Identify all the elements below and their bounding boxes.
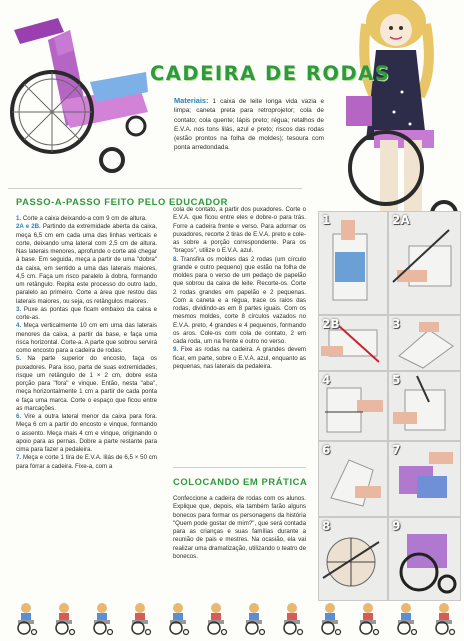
step-photo-8: [318, 517, 388, 601]
step-photo-4: [318, 371, 388, 441]
practice-divider: [173, 467, 306, 468]
steps-left-column: [16, 215, 157, 471]
step-photo-5: [388, 371, 461, 441]
wheelchair-kid-icon: [126, 602, 152, 636]
step-photo-1: [318, 211, 388, 315]
step-paragraph: [16, 223, 157, 306]
step-text: cola de contato, a partir dos puxadores. Corte o E.V.A. que ficou entre eles e dobre-o para trás. Forre a cadeira frente e verso. Para adornar os puxadores, recorte 2 tiras de E.V.A. preto e cole-as sobre a porção correspondente. Para os "braços", utilize o E.V.A. azul.: [173, 206, 306, 255]
step-paragraph: [16, 215, 157, 223]
step-photo-label: 5: [392, 373, 401, 387]
step-photo-7: [388, 441, 461, 517]
step-photo-2a: [388, 211, 461, 315]
materials-label: Materiais:: [174, 96, 209, 105]
step-paragraph: [173, 256, 306, 347]
step-number: 1.: [16, 215, 22, 222]
step-number: 9.: [173, 346, 179, 354]
step-photo-2b: [318, 315, 388, 371]
wheelchair-kid-icon: [278, 602, 304, 636]
wheelchair-kid-icon: [164, 602, 190, 636]
materials-text: 1 caixa de leite longa vida vazia e limpa; caneta preta para retroprojetor; cola de contato; cola quente; lápis preto; régua; retalhos de E.V.A. nos tons lilás, azul e preto; riscos das rodas (estão prontos na folha de moldes); tesoura com ponta arredondada.: [174, 98, 324, 152]
practice-text: Confeccione a cadeira de rodas com os alunos. Explique que, depois, ela também farão alguns bonecos para formar os personagens da história "Quem pode gostar de mim?", que será contada para as crianças e suas famílias durante a reunião de pais e mestres. Na ocasião, ela vai realizar uma dramatização, utilizando o teatro de bonecos.: [173, 495, 306, 560]
step-text: Corte a caixa deixando-a com 9 cm de altura.: [21, 215, 147, 222]
practice-heading: COLOCANDO EM PRÁTICA: [173, 476, 308, 487]
step-photo-label: 6: [322, 443, 331, 457]
step-number: 7.: [16, 454, 22, 462]
step-photo-9: [388, 517, 461, 601]
wheelchair-kid-icon: [50, 602, 76, 636]
step-paragraph: [16, 454, 157, 471]
step-photo-label: 1: [322, 213, 331, 227]
step-number: 4.: [16, 322, 22, 330]
step-photo-6: [318, 441, 388, 517]
step-photo-label: 9: [392, 519, 401, 533]
wheelchair-kid-icon: [88, 602, 114, 636]
step-photo-label: 3: [392, 317, 401, 331]
materials-list: [174, 96, 324, 153]
step-text: Puxe as pontas que ficam embaixo da caixa e corte-as.: [16, 305, 157, 321]
wheelchair-kid-icon: [392, 602, 418, 636]
step-text: Vire a outra lateral menor da caixa para fora. Meça 6 cm a partir do encosto e vinque, formando o assento. Meça mais 4 cm e vinque, originando o apoio para as pernas. Dobre a parte restante para cima para fazer a pedaleira.: [16, 413, 157, 453]
wheelchair-kid-icon: [430, 602, 456, 636]
steps-right-column: [173, 206, 306, 371]
step-text: Na parte superior do encosto, faça os puxadores. Para isso, parta de suas extremidades, risque um retângulo de 1 × 2 cm, dobre esta porção para "fora" e vinque. Então, nesta "aba", meça horizontalmente 1 cm a partir de cada ponta e faça uma marca. Corte o espaço que ficou entre as marcações.: [16, 355, 157, 412]
step-paragraph: [16, 413, 157, 454]
step-text: Fixe as rodas na cadeira. A grandes devem ficar, em parte, sobre o E.V.A. azul, enquanto as pequenas, nas laterais da pedaleira.: [173, 346, 306, 370]
step-paragraph: [173, 346, 306, 371]
step-text: Partindo da extremidade aberta da caixa, meça 6,5 cm em cada uma das linhas verticais e corte, deixando uma lateral com 2,5 cm de altura. Nas laterais menores, aprofunde o corte até chegar à base. Em seguida, meça a partir de uma "dobra" da caixa, em sentido a uma das laterais maiores, 4,5 cm. Faça um risco paralelo à dobra, formando um retângulo. Repita este processo do outro lado, paralelo ao primeiro. Corte a área que restou das laterais maiores, ou seja, os retângulos maiores.: [16, 223, 157, 305]
wheelchair-kid-icon: [316, 602, 342, 636]
step-photo-label: 2A: [392, 213, 410, 227]
wheelchair-kid-icon: [354, 602, 380, 636]
wheelchair-kid-icon: [240, 602, 266, 636]
section-divider: [8, 188, 302, 189]
wheelchair-kid-icon: [202, 602, 228, 636]
step-number: 8.: [173, 255, 179, 263]
step-paragraph: [16, 306, 157, 323]
step-photo-label: 4: [322, 373, 331, 387]
step-number: 2A e 2B.: [16, 223, 41, 231]
step-photo-label: 2B: [322, 317, 340, 331]
step-number: 6.: [16, 413, 22, 420]
step-photo-label: 7: [392, 443, 401, 457]
step-text: Meça e corte 1 tira de E.V.A. lilás de 6,5 × 50 cm para forrar a cadeira. Fixe-a, com a: [16, 454, 157, 470]
wheelchair-illustration: [0, 0, 150, 180]
step-text: Transfira os moldes das 2 rodas (um círculo grande e outro pequeno) que estão na folha de moldes para o verso de um pedaço de papelão que sobrou da caixa de leite. Recorte-os. Corte 2 rodas grandes em papelão e 2 pequenas. Com a caneta e a régua, trace os raios das rodas, dividindo-as em 8 partes iguais. Com os mesmos moldes, corte 8 círculos vazados no E.V.A. preto, 4 grandes e 4 pequenos, formando os aros. Cole-os com cola de contato, 2 em cada roda, um na frente e outro no verso.: [173, 255, 306, 345]
steps-heading: PASSO-A-PASSO FEITO PELO EDUCADOR: [16, 196, 229, 207]
wheelchair-kid-icon: [12, 602, 38, 636]
step-paragraph: [173, 206, 306, 256]
step-paragraph: [16, 355, 157, 413]
step-number: 5.: [16, 355, 22, 363]
step-paragraph: [16, 322, 157, 355]
page-title: CADEIRA DE RODAS: [150, 62, 391, 85]
step-number: 3.: [16, 305, 22, 313]
step-photo-label: 8: [322, 519, 331, 533]
step-text: Meça verticalmente 10 cm em uma das laterais menores da caixa, a partir da base, e faça uma risca horizontal. Corte-a. A parte que sobrou servirá como encosto para a cadeira de rodas.: [16, 322, 157, 354]
step-photo-3: [388, 315, 461, 371]
